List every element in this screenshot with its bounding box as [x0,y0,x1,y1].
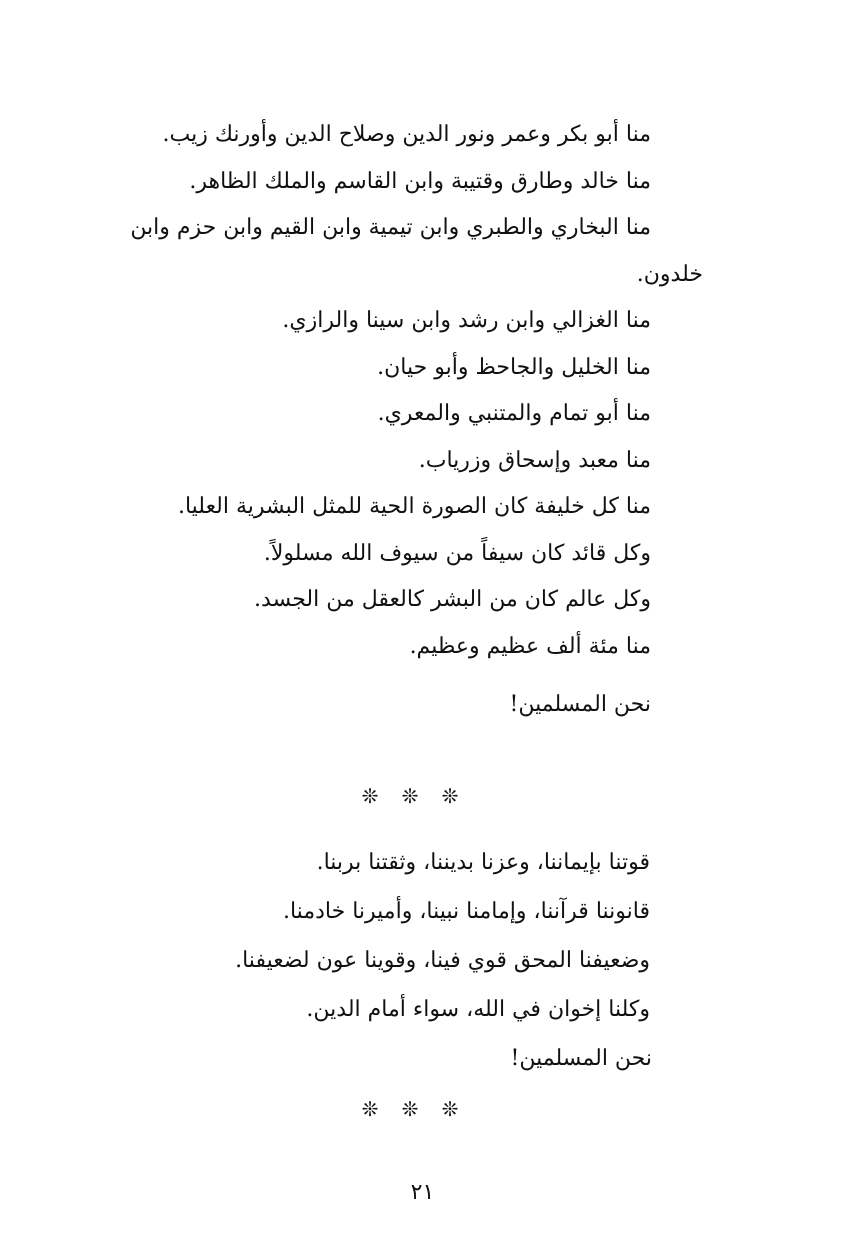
paragraph: وكلنا إخوان في الله، سواء أمام الدين. [306,997,650,1022]
section-divider [360,1097,460,1121]
paragraph: وكل قائد كان سيفاً من سيوف الله مسلولاً. [263,540,651,566]
paragraph: منا الغزالي وابن رشد وابن سينا والرازي. [282,308,651,333]
asterism-icon: ❊ [361,1097,379,1121]
paragraph: منا البخاري والطبري وابن تيمية وابن القيم وابن حزم وابن خلدون. [130,215,703,287]
paragraph: منا كل خليفة كان الصورة الحية للمثل البشرية العليا. [177,494,651,519]
paragraph: قوتنا بإيماننا، وعزنا بديننا، وثقتنا بربنا. [316,850,650,875]
section-one [111,112,703,729]
paragraph: وكل عالم كان من البشر كالعقل من الجسد. [254,587,651,612]
paragraph: منا أبو بكر وعمر ونور الدين وصلاح الدين وأورنك زيب. [162,122,651,147]
paragraph: منا معبد وإسحاق وزرياب. [418,447,651,473]
paragraph: وضعيفنا المحق قوي فينا، وقوينا عون لضعيفنا. [235,948,650,973]
paragraph: قانوننا قرآننا، وإمامنا نبينا، وأميرنا خادمنا. [282,899,650,924]
section-divider [360,784,460,808]
asterism-icon: ❊ [441,1097,459,1121]
paragraph: منا خالد وطارق وقتيبة وابن القاسم والملك الظاهر. [189,168,651,194]
section-two [130,838,650,1083]
paragraph: منا الخليل والجاحظ وأبو حيان. [377,354,651,380]
paragraph: منا مئة ألف عظيم وعظيم. [409,633,651,659]
refrain-line: نحن المسلمين! [510,1046,652,1071]
asterism-icon: ❊ [361,784,379,808]
asterism-icon: ❊ [441,784,459,808]
paragraph: منا أبو تمام والمتنبي والمعري. [377,401,651,426]
refrain-line: نحن المسلمين! [509,692,651,717]
asterism-icon: ❊ [401,784,419,808]
asterism-icon: ❊ [401,1097,419,1121]
page-number: ٢١ [410,1180,435,1205]
